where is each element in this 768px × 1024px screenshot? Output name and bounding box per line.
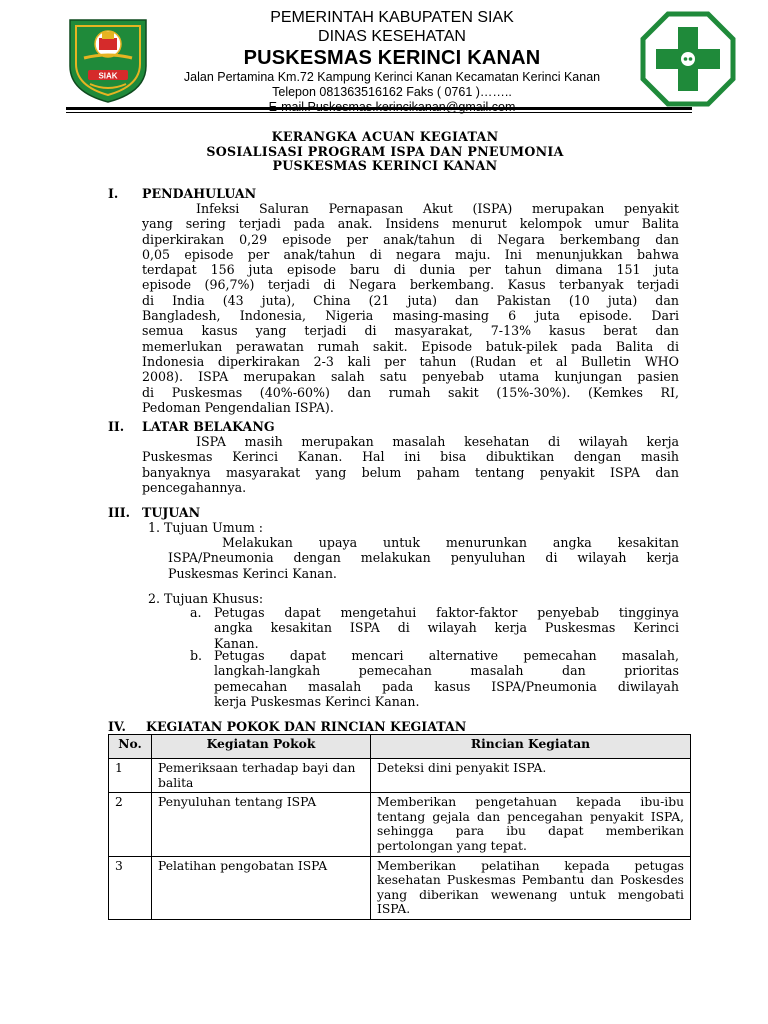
table-cell: Pemeriksaan terhadap bayi dan balita — [152, 759, 371, 793]
section-number: II. — [108, 419, 125, 434]
section-heading: KEGIATAN POKOK DAN RINCIAN KEGIATAN — [146, 719, 467, 734]
kegiatan-table — [108, 734, 691, 920]
list-item-line: pemecahan masalah pada kasus ISPA/Pneumonia diwilayah — [214, 678, 679, 694]
siak-logo-text: SIAK — [98, 71, 118, 81]
list-item-line: langkah-langkah pemecahan masalah dan prioritas — [214, 663, 679, 679]
list-item-line: Kanan. — [214, 635, 259, 651]
table-header-rincian: Rincian Kegiatan — [371, 735, 691, 759]
document-title — [100, 130, 670, 174]
paragraph-line: 2008). ISPA merupakan salah satu penyebab utama kunjungan pasien — [142, 369, 679, 385]
list-item — [214, 648, 679, 709]
puskesmas-logo-icon — [640, 11, 736, 107]
paragraph-line: terdapat 156 juta episode baru di dunia per tahun dimana 151 juta — [142, 262, 679, 278]
table-cell: Pelatihan pengobatan ISPA — [152, 856, 371, 919]
paragraph-line: Puskesmas Kerinci Kanan. Hal ini bisa dibuktikan dengan masih — [142, 449, 679, 465]
title-line-3: PUSKESMAS KERINCI KANAN — [272, 158, 498, 173]
paragraph-line: di India (43 juta), China (21 juta) dan Pakistan (10 juta) dan — [142, 292, 679, 308]
letterhead-divider-thin — [66, 112, 692, 113]
list-item — [214, 605, 679, 651]
list-item-line: angka kesakitan ISPA di wilayah kerja Puskesmas Kerinci — [214, 620, 679, 636]
paragraph-line: 0,05 episode per anak/tahun di negara maju. Ini menunjukkan bahwa — [142, 246, 679, 262]
table-cell: Memberikan pelatihan kepada petugas kesehatan Puskesmas Pembantu dan Poskesdes yang diberikan wewenang untuk mengobati ISPA. — [371, 856, 691, 919]
paragraph-line: semua kasus yang terjadi di masyarakat, 7-13% kasus berat dan — [142, 323, 679, 339]
paragraph-line: banyaknya masyarakat yang belum paham tentang penyakit ISPA dan — [142, 464, 679, 480]
section-number: III. — [108, 505, 131, 520]
list-item-line: kerja Puskesmas Kerinci Kanan. — [214, 693, 420, 709]
paragraph-line: pencegahannya. — [142, 479, 247, 495]
table-header-no: No. — [109, 735, 152, 759]
section-number: I. — [108, 186, 119, 201]
tujuan-khusus-label: 2. Tujuan Khusus: — [148, 591, 264, 606]
table-cell: Deteksi dini penyakit ISPA. — [371, 759, 691, 793]
table-cell: 3 — [109, 856, 152, 919]
letterhead-department: DINAS KESEHATAN — [318, 28, 466, 45]
letterhead-organization: PUSKESMAS KERINCI KANAN — [243, 47, 541, 69]
paragraph-line: Pedoman Pengendalian ISPA). — [142, 399, 334, 415]
table-header-row — [109, 735, 691, 759]
siak-emblem-icon — [66, 14, 150, 104]
list-item-line: Petugas dapat mencari alternative pemecahan masalah, — [214, 648, 679, 663]
list-marker: a. — [190, 605, 202, 620]
table-header-kegiatan: Kegiatan Pokok — [152, 735, 371, 759]
paragraph-line: episode (96,7%) terjadi di Negara berkembang. Kasus terbanyak terjadi — [142, 277, 679, 293]
section-heading: TUJUAN — [142, 505, 201, 520]
paragraph-line: di Puskesmas (40%-60%) dan rumah sakit (15%-30%). (Kemkes RI, — [142, 384, 679, 400]
table-row — [109, 856, 691, 919]
paragraph-line: memerlukan perawatan rumah sakit. Episode batuk-pilek pada Balita di — [142, 338, 679, 354]
table-cell: Penyuluhan tentang ISPA — [152, 793, 371, 856]
paragraph-line: Infeksi Saluran Pernapasan Akut (ISPA) merupakan penyakit — [196, 201, 679, 216]
letterhead-phone: Telepon 081363516162 Faks ( 0761 )…….. — [272, 85, 512, 99]
paragraph-line: Indonesia diperkirakan 2-3 kali per tahun (Rudan et al Bulletin WHO — [142, 353, 679, 369]
letterhead-government: PEMERINTAH KABUPATEN SIAK — [270, 9, 514, 26]
title-line-1: KERANGKA ACUAN KEGIATAN — [271, 129, 499, 144]
paragraph-line: yang sering terjadi pada anak. Insidens menurut kelompok umur Balita — [142, 216, 679, 232]
list-item-line: Petugas dapat mengetahui faktor-faktor penyebab tingginya — [214, 605, 679, 620]
paragraph-line: Bangladesh, Indonesia, Nigeria masing-masing 6 juta episode. Dari — [142, 308, 679, 324]
paragraph-line: Puskesmas Kerinci Kanan. — [168, 565, 337, 581]
section-number: IV. — [108, 719, 126, 734]
title-line-2: SOSIALISASI PROGRAM ISPA DAN PNEUMONIA — [206, 143, 564, 159]
section-2-paragraph — [142, 434, 679, 495]
table-cell: 1 — [109, 759, 152, 793]
paragraph-line: diperkirakan 0,29 episode per anak/tahun di Negara berkembang dan — [142, 231, 679, 247]
letterhead-divider-thick — [66, 107, 692, 110]
letterhead-email[interactable]: E-mail.Puskesmas.kerincikanan@gmail.com — [268, 100, 516, 114]
section-heading: PENDAHULUAN — [142, 186, 257, 201]
letterhead — [150, 8, 634, 115]
section-heading: LATAR BELAKANG — [142, 419, 275, 434]
list-marker: b. — [190, 648, 203, 663]
paragraph-line: Melakukan upaya untuk menurunkan angka kesakitan — [222, 535, 679, 550]
table-row — [109, 793, 691, 856]
section-1-paragraph — [142, 201, 679, 415]
table-row — [109, 759, 691, 793]
paragraph-line: ISPA masih merupakan masalah kesehatan di wilayah kerja — [196, 434, 679, 449]
table-cell: Memberikan pengetahuan kepada ibu-ibu tentang gejala dan pencegahan penyakit ISPA, sehingga para ibu dapat memberikan pertolongan yang tepat. — [371, 793, 691, 856]
letterhead-address: Jalan Pertamina Km.72 Kampung Kerinci Kanan Kecamatan Kerinci Kanan — [183, 70, 601, 84]
paragraph-line: ISPA/Pneumonia dengan melakukan penyuluhan di wilayah kerja — [168, 550, 679, 566]
tujuan-umum-label: 1. Tujuan Umum : — [148, 520, 264, 535]
table-cell: 2 — [109, 793, 152, 856]
tujuan-umum-paragraph — [168, 535, 679, 581]
